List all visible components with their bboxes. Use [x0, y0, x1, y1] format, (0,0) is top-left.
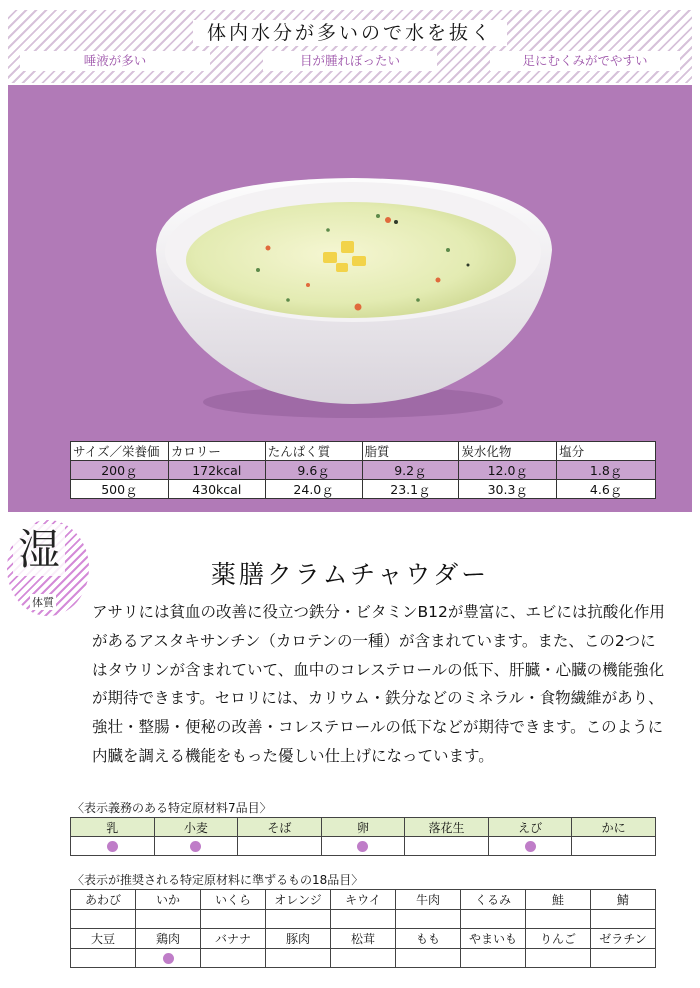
nutrition-header-row	[71, 442, 656, 461]
nutrition-header-size: サイズ／栄養価	[71, 442, 169, 461]
allergen-mark-cell	[396, 910, 461, 929]
allergen-mark-row	[71, 910, 656, 929]
nutrition-row-200g	[71, 461, 656, 480]
nutrition-cell: 23.1ｇ	[362, 480, 459, 499]
allergen-mark-cell	[321, 837, 405, 856]
symptom-tag-saliva: 唾液が多い	[20, 51, 210, 71]
allergen-mark-cell	[238, 837, 322, 856]
nutrition-header-carbs: 炭水化物	[459, 442, 557, 461]
allergen-name-cell: キウイ	[331, 890, 396, 910]
symptom-tag-puffy-eyes: 目が腫れぼったい	[263, 51, 437, 71]
allergen-name-cell: 小麦	[154, 818, 238, 837]
nutrition-header-salt: 塩分	[557, 442, 656, 461]
allergen-mark-row	[71, 837, 656, 856]
allergen-name-cell: やまいも	[461, 929, 526, 949]
allergen-mark-cell	[266, 910, 331, 929]
header-title: 体内水分が多いので水を抜く	[0, 18, 700, 45]
nutrition-header-fat: 脂質	[362, 442, 459, 461]
dish-title: 薬膳クラムチャウダー	[210, 560, 490, 589]
allergen-name-cell: 鯖	[591, 890, 656, 910]
allergen-mark-cell	[71, 949, 136, 968]
nutrition-cell: 24.0ｇ	[265, 480, 362, 499]
allergen-mark-cell	[488, 837, 572, 856]
allergen-name-cell: 乳	[71, 818, 155, 837]
allergen-mark-cell	[526, 910, 591, 929]
allergen-mark-cell	[591, 949, 656, 968]
allergen-mark-cell	[136, 949, 201, 968]
nutrition-table	[70, 441, 656, 499]
nutrition-cell: 172kcal	[168, 461, 265, 480]
nutrition-cell: 1.8ｇ	[557, 461, 656, 480]
allergen-mark-cell	[461, 949, 526, 968]
allergen-mark-cell	[331, 910, 396, 929]
allergen-name-cell: りんご	[526, 929, 591, 949]
allergen-mark-cell	[71, 837, 155, 856]
allergen-mark-cell	[526, 949, 591, 968]
nutrition-row-500g	[71, 480, 656, 499]
allergen-mark-row	[71, 949, 656, 968]
nutrition-header-calories: カロリー	[168, 442, 265, 461]
allergen-name-cell: もも	[396, 929, 461, 949]
recommended-allergens-label: 〈表示が推奨される特定原材料に準ずるもの18品目〉	[72, 873, 364, 887]
allergen-name-cell: そば	[238, 818, 322, 837]
contains-mark-icon	[190, 841, 201, 852]
allergen-name-cell: 大豆	[71, 929, 136, 949]
allergen-name-cell: いか	[136, 890, 201, 910]
allergen-name-cell: バナナ	[201, 929, 266, 949]
nutrition-header-protein: たんぱく質	[265, 442, 362, 461]
allergen-name-cell: 松茸	[331, 929, 396, 949]
allergen-mark-cell	[266, 949, 331, 968]
constitution-label: 体質	[32, 596, 54, 609]
contains-mark-icon	[357, 841, 368, 852]
allergen-mark-cell	[136, 910, 201, 929]
nutrition-cell: 430kcal	[168, 480, 265, 499]
allergen-name-row	[71, 929, 656, 949]
nutrition-cell: 9.6ｇ	[265, 461, 362, 480]
nutrition-cell: 500ｇ	[71, 480, 169, 499]
contains-mark-icon	[107, 841, 118, 852]
recommended-allergens-table	[70, 889, 656, 968]
allergen-mark-cell	[591, 910, 656, 929]
symptom-tag-swollen-legs: 足にむくみがでやすい	[490, 51, 680, 71]
allergen-mark-cell	[71, 910, 136, 929]
allergen-name-cell: いくら	[201, 890, 266, 910]
allergen-name-cell: 鮭	[526, 890, 591, 910]
soup-bowl-image	[138, 140, 568, 430]
nutrition-cell: 12.0ｇ	[459, 461, 557, 480]
required-allergens-label: 〈表示義務のある特定原材料7品目〉	[72, 801, 272, 815]
allergen-name-cell: ゼラチン	[591, 929, 656, 949]
allergen-name-cell: 鶏肉	[136, 929, 201, 949]
allergen-mark-cell	[405, 837, 489, 856]
allergen-name-cell: 豚肉	[266, 929, 331, 949]
required-allergens-table	[70, 817, 656, 856]
constitution-kanji: 湿	[13, 524, 65, 576]
allergen-mark-cell	[396, 949, 461, 968]
allergen-name-cell: 牛肉	[396, 890, 461, 910]
allergen-name-cell: 落花生	[405, 818, 489, 837]
allergen-name-row	[71, 890, 656, 910]
allergen-name-row	[71, 818, 656, 837]
allergen-mark-cell	[572, 837, 656, 856]
nutrition-cell: 30.3ｇ	[459, 480, 557, 499]
nutrition-cell: 9.2ｇ	[362, 461, 459, 480]
nutrition-cell: 200ｇ	[71, 461, 169, 480]
allergen-mark-cell	[461, 910, 526, 929]
allergen-name-cell: かに	[572, 818, 656, 837]
allergen-mark-cell	[201, 910, 266, 929]
allergen-name-cell: くるみ	[461, 890, 526, 910]
allergen-name-cell: あわび	[71, 890, 136, 910]
allergen-mark-cell	[331, 949, 396, 968]
dish-description: アサリには貧血の改善に役立つ鉄分・ビタミンB12が豊富に、エビには抗酸化作用があるアスタキサンチン（カロテンの一種）が含まれています。また、この2つにはタウリンが含まれていて、血中のコレステロールの低下、肝臓・心臓の機能強化が期待できます。セロリには、カリウム・鉄分などのミネラル・食物繊維があり、強壮・整腸・便秘の改善・コレステロールの低下などが期待できます。このように内臓を調える機能をもった優しい仕上げになっています。	[92, 603, 665, 765]
allergen-mark-cell	[154, 837, 238, 856]
allergen-mark-cell	[201, 949, 266, 968]
contains-mark-icon	[525, 841, 536, 852]
allergen-name-cell: 卵	[321, 818, 405, 837]
contains-mark-icon	[163, 953, 174, 964]
allergen-name-cell: オレンジ	[266, 890, 331, 910]
allergen-name-cell: えび	[488, 818, 572, 837]
nutrition-cell: 4.6ｇ	[557, 480, 656, 499]
